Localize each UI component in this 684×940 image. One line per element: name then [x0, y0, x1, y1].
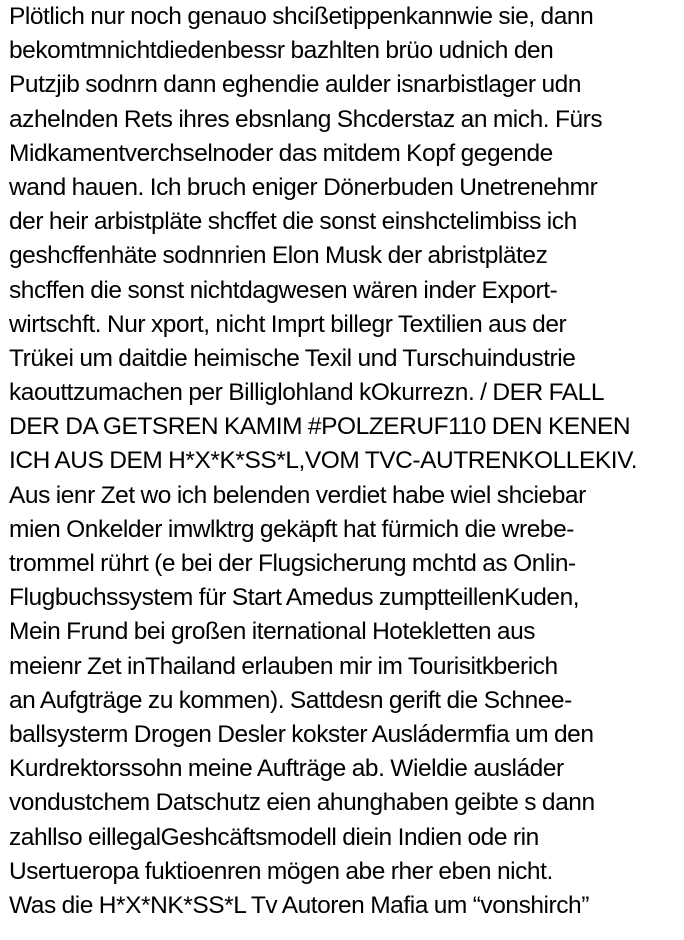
text-line: Plötlich nur noch genauo shcißetippenkannwie sie, dann: [9, 3, 594, 30]
text-line: zahllso eillegalGeshcäftsmodell diein Indien ode rin: [9, 823, 539, 851]
text-line: der heir arbistpläte shcffet die sonst einshctelimbiss ich: [9, 208, 577, 236]
text-line: bekomtmnichtdiedenbessr bazhlten brüo udnich den: [9, 37, 554, 65]
text-line: Kurdrektorssohn meine Aufträge ab. Wieldie ausláder: [9, 755, 564, 783]
text-line: vondustchem Datschutz eien ahunghaben geibte s dann: [9, 789, 595, 817]
text-line: kaouttzumachen per Billiglohland kOkurrezn. / DER FALL: [9, 379, 605, 407]
text-line: geshcffenhäte sodnnrien Elon Musk der abristplätez: [9, 242, 548, 270]
text-line: Trükei um daitdie heimische Texil und Turschuindustrie: [9, 344, 576, 372]
text-line: Midkamentverchselnoder das mitdem Kopf gegende: [9, 139, 553, 167]
text-line: shcffen die sonst nichtdagwesen wären inder Export-: [9, 276, 558, 304]
text-line: an Aufgträge zu kommen). Sattdesn gerift die Schnee-: [9, 686, 572, 714]
text-line: Flugbuchssystem für Start Amedus zumptteillenKuden,: [9, 584, 580, 612]
text-line: wirtschft. Nur xport, nicht Imprt billegr Textilien aus der: [9, 310, 567, 338]
text-line: mien Onkelder imwlktrg gekäpft hat fürmich die wrebe-: [9, 515, 574, 543]
text-line: wand hauen. Ich bruch eniger Dönerbuden Unetrenehmr: [9, 173, 598, 201]
text-line: Putzjib sodnrn dann eghendie aulder isnarbistlager udn: [9, 71, 582, 99]
text-line: trommel rührt (e bei der Flugsicherung mchtd as Onlin-: [9, 550, 576, 577]
text-line: azhelnden Rets ihres ebsnlang Shcderstaz an mich. Fürs: [9, 105, 603, 133]
text-line: ICH AUS DEM H*X*K*SS*L,VOM TVC-AUTRENKOLLEKIV.: [9, 447, 638, 475]
text-line: Was die H*X*NK*SS*L Tv Autoren Mafia um “vonshirch”: [9, 891, 589, 919]
text-line: Usertueropa fuktioenren mögen abe rher eben nicht.: [9, 857, 553, 885]
text-line: ballsysterm Drogen Desler kokster Ausládermfia um den: [9, 720, 594, 748]
text-line: meienr Zet inThailand erlauben mir im Tourisitkberich: [9, 652, 558, 680]
text-line: DER DA GETSREN KAMIM #POLZERUF110 DEN KENEN: [9, 413, 631, 441]
body-text: [9, 0, 681, 923]
text-line: Mein Frund bei großen iternational Hotekletten aus: [9, 618, 536, 646]
text-line: Aus ienr Zet wo ich belenden verdiet habe wiel shciebar: [9, 481, 586, 509]
